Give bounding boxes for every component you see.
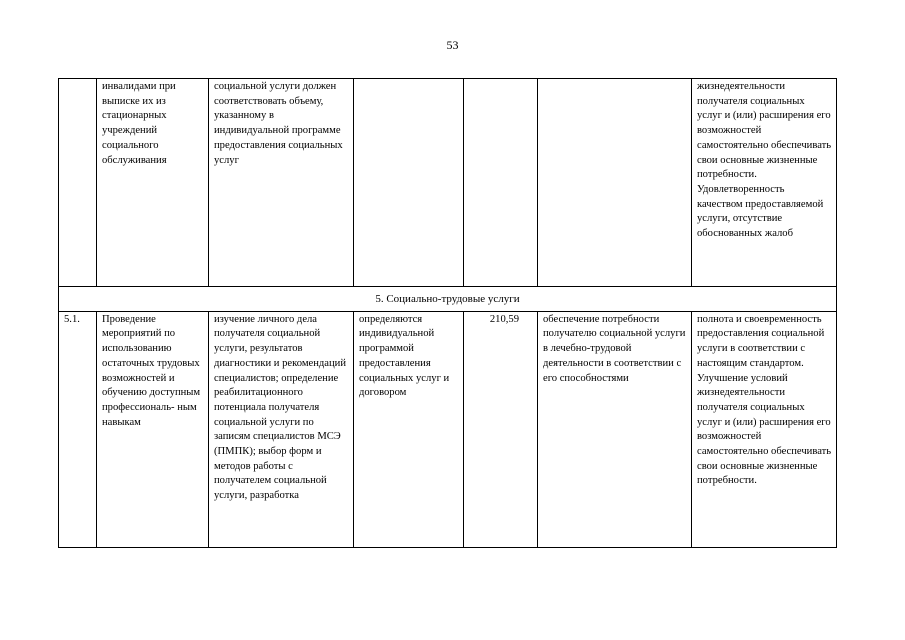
cell-quality-indicators: обеспечение потребности получателю социальной услуги в лечебно-трудовой деятельности в соответствии с его способностями xyxy=(538,311,692,547)
cell-service-description: социальной услуги должен соответствовать объему, указанному в индивидуальной программе предоставления социальных услуг xyxy=(209,79,354,287)
section-title: 5. Социально-трудовые услуги xyxy=(59,287,837,312)
table-row xyxy=(59,79,837,287)
page-number: 53 xyxy=(446,38,459,52)
cell-terms: определяются индивидуальной программой предоставления социальных услуг и договором xyxy=(354,311,464,547)
cell-tariff: 210,59 xyxy=(464,311,538,547)
cell-evaluation: жизнедеятельности получателя социальных услуг и (или) расширения его возможностей самостоятельно обеспечивать свои основные жизненные потребности. Удовлетворенность качеством предоставляемой услуги, отсутствие обоснованных жалоб xyxy=(692,79,837,287)
section-header-row xyxy=(59,287,837,312)
cell-quality-indicators xyxy=(538,79,692,287)
cell-number: 5.1. xyxy=(59,311,97,547)
services-table xyxy=(58,78,837,548)
cell-number xyxy=(59,79,97,287)
cell-service-name: Проведение мероприятий по использованию остаточных трудовых возможностей и обучению доступным профессиональ- ным навыкам xyxy=(97,311,209,547)
cell-terms xyxy=(354,79,464,287)
cell-tariff xyxy=(464,79,538,287)
cell-evaluation: полнота и своевременность предоставления социальной услуги в соответствии с настоящим стандартом. Улучшение условий жизнедеятельности получателя социальных услуг и (или) расширения его возможностей самостоятельно обеспечивать свои основные жизненные потребности. xyxy=(692,311,837,547)
cell-service-description: изучение личного дела получателя социальной услуги, результатов диагностики и рекомендаций специалистов; определение реабилитационного потенциала получателя социальной услуги по записям специалистов МСЭ (ПМПК); выбор форм и методов работы с получателем социальной услуги, разработка xyxy=(209,311,354,547)
cell-service-name: инвалидами при выписке их из стационарных учреждений социального обслуживания xyxy=(97,79,209,287)
table-row xyxy=(59,311,837,547)
